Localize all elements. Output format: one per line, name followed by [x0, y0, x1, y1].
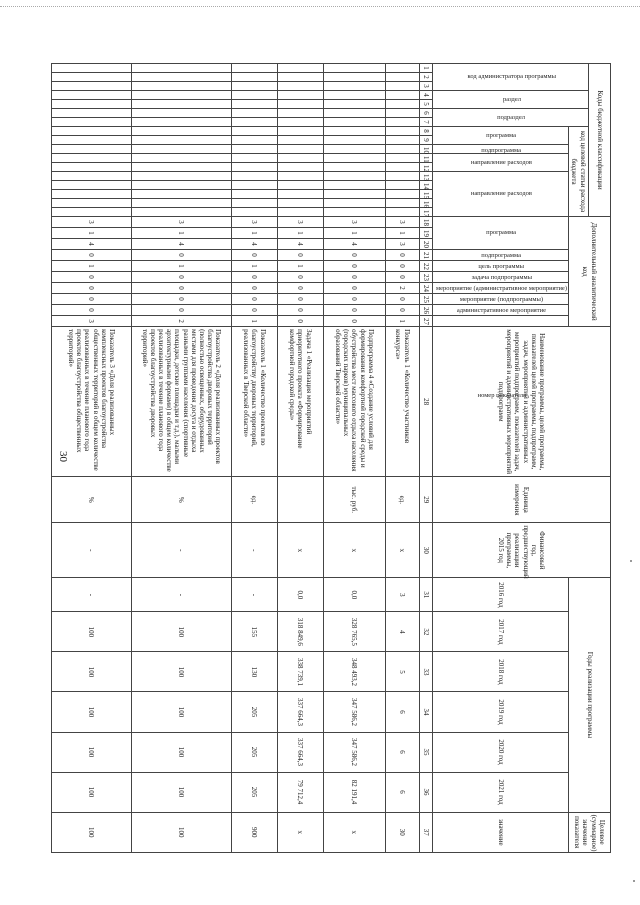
- scan-top-border: [0, 6, 640, 9]
- col-index: 5: [419, 100, 432, 109]
- code-cell: 3: [385, 217, 419, 228]
- table-row: [385, 64, 419, 853]
- col-index: 16: [419, 199, 432, 208]
- value-2017: 100: [51, 612, 131, 652]
- table-row: [231, 64, 277, 853]
- col-index: 17: [419, 208, 432, 217]
- value-2021: 6: [385, 772, 419, 812]
- value-2016: -: [231, 578, 277, 612]
- header-value: значение: [432, 812, 568, 852]
- code-cell: 0: [385, 294, 419, 305]
- col-index: 31: [419, 578, 432, 612]
- header-unit: Единица измерения: [432, 477, 610, 523]
- value-2019: 205: [231, 692, 277, 732]
- col-index: 18: [419, 217, 432, 228]
- header-program-2: программа: [486, 229, 517, 237]
- header-2016: 2016 год: [432, 578, 568, 612]
- header-direction: направление расходов: [470, 158, 533, 166]
- code-cell: 0: [277, 272, 323, 283]
- code-cell: 3: [131, 217, 231, 228]
- scan-speck: [633, 880, 635, 882]
- col-index: 8: [419, 127, 432, 136]
- code-cell: 0: [277, 305, 323, 316]
- value-2018: 100: [131, 652, 231, 692]
- col-index: 25: [419, 294, 432, 305]
- value-2020: 100: [131, 732, 231, 772]
- header-measure-type: мероприятие (административное мероприятие): [436, 285, 567, 293]
- col-index: 9: [419, 136, 432, 145]
- col-index: 32: [419, 612, 432, 652]
- header-years: Годы реализации программы: [569, 578, 611, 812]
- code-cell: 3: [231, 217, 277, 228]
- value-2018: 5: [385, 652, 419, 692]
- value-2017: 4: [385, 612, 419, 652]
- code-cell: 3: [277, 217, 323, 228]
- code-cell: 3: [51, 217, 131, 228]
- col-index: 29: [419, 477, 432, 523]
- code-cell: 0: [385, 250, 419, 261]
- col-index: 3: [419, 82, 432, 91]
- code-cell: 0: [277, 250, 323, 261]
- program-table: [51, 63, 611, 853]
- col-index: 23: [419, 272, 432, 283]
- code-cell: 0: [51, 305, 131, 316]
- header-subsection: подраздел: [497, 113, 526, 121]
- value-2019: 6: [385, 692, 419, 732]
- table-row: [323, 64, 385, 853]
- code-cell: 4: [231, 239, 277, 250]
- code-cell: 0: [385, 272, 419, 283]
- row-unit: тыс. руб.: [323, 477, 385, 523]
- code-cell: 2: [385, 283, 419, 294]
- column-index-row: [419, 64, 432, 853]
- code-cell: 0: [277, 283, 323, 294]
- row-name: Показатель 1 «Количество участников конкурса»: [385, 327, 419, 477]
- row-fin-year: -: [51, 523, 131, 578]
- header-subprogram-2: подпрограмма: [481, 252, 522, 260]
- col-index: 21: [419, 250, 432, 261]
- header-target-article: код целевой статьи расхода бюджета: [569, 127, 589, 217]
- page-number: 30: [57, 451, 69, 462]
- code-cell: 3: [51, 316, 131, 327]
- header-budget-codes: Коды бюджетной классификации: [589, 64, 611, 217]
- code-cell: 0: [385, 305, 419, 316]
- col-index: 15: [419, 190, 432, 199]
- value-2017: 155: [231, 612, 277, 652]
- value-2016: 0,0: [323, 578, 385, 612]
- value-target: x: [277, 812, 323, 852]
- code-cell: 4: [131, 239, 231, 250]
- code-cell: 2: [131, 316, 231, 327]
- code-cell: 0: [131, 294, 231, 305]
- value-target: x: [323, 812, 385, 852]
- code-cell: 0: [277, 294, 323, 305]
- scan-speck: [630, 560, 632, 562]
- col-index: 30: [419, 523, 432, 578]
- header-goal: цель программы: [478, 263, 525, 271]
- col-index: 2: [419, 73, 432, 82]
- value-2016: 0,0: [277, 578, 323, 612]
- code-cell: 0: [323, 272, 385, 283]
- value-2018: 348 493,2: [323, 652, 385, 692]
- header-name: Наименование программы, целей программы, показателей целей программы, подпрограмм, задач, мероприятий и административных мероприятий подпрограмм, показателей задач, мероприятий и административных мероприятий подпрограмм: [432, 327, 610, 477]
- row-name: Задача 1 «Реализация мероприятий приоритетного проекта «Формирование комфортной городской среды»: [277, 327, 323, 477]
- table-row: [51, 64, 131, 853]
- row-fin-year: x: [323, 523, 385, 578]
- code-cell: 0: [131, 250, 231, 261]
- code-cell: 1: [131, 228, 231, 239]
- code-cell: 1: [385, 316, 419, 327]
- row-fin-year: x: [385, 523, 419, 578]
- value-2017: 318 849,6: [277, 612, 323, 652]
- code-cell: 0: [277, 316, 323, 327]
- header-measure-num: мероприятие (подпрограммы): [459, 296, 544, 304]
- code-cell: 1: [385, 228, 419, 239]
- value-2019: 100: [131, 692, 231, 732]
- value-2016: 3: [385, 578, 419, 612]
- value-2020: 205: [231, 732, 277, 772]
- value-target: 100: [131, 812, 231, 852]
- col-index: 24: [419, 283, 432, 294]
- code-cell: 0: [51, 272, 131, 283]
- header-task: задача подпрограммы: [471, 274, 532, 282]
- value-2020: 6: [385, 732, 419, 772]
- value-2018: 338 739,1: [277, 652, 323, 692]
- code-cell: 1: [277, 228, 323, 239]
- code-cell: 1: [231, 316, 277, 327]
- code-cell: 0: [231, 305, 277, 316]
- col-index: 7: [419, 118, 432, 127]
- col-index: 14: [419, 181, 432, 190]
- col-index: 34: [419, 692, 432, 732]
- col-index: 26: [419, 305, 432, 316]
- value-target: 30: [385, 812, 419, 852]
- col-index: 35: [419, 732, 432, 772]
- value-2021: 100: [131, 772, 231, 812]
- code-cell: 0: [51, 283, 131, 294]
- value-2018: 130: [231, 652, 277, 692]
- col-index: 27: [419, 316, 432, 327]
- col-index: 10: [419, 145, 432, 154]
- code-cell: 4: [277, 239, 323, 250]
- header-2019: 2019 год: [432, 692, 568, 732]
- code-cell: 0: [51, 294, 131, 305]
- header-section: раздел: [502, 95, 521, 103]
- col-index: 33: [419, 652, 432, 692]
- col-index: 12: [419, 163, 432, 172]
- col-index: 13: [419, 172, 432, 181]
- code-cell: 0: [231, 250, 277, 261]
- header-target: Целевое (суммарное) значение показателя: [569, 812, 611, 852]
- row-unit: [277, 477, 323, 523]
- value-2017: 328 765,5: [323, 612, 385, 652]
- code-cell: 0: [323, 261, 385, 272]
- code-cell: 1: [231, 261, 277, 272]
- code-cell: 0: [323, 294, 385, 305]
- row-fin-year: x: [277, 523, 323, 578]
- code-cell: 0: [231, 272, 277, 283]
- code-cell: 1: [131, 261, 231, 272]
- value-2021: 205: [231, 772, 277, 812]
- value-2016: -: [131, 578, 231, 612]
- value-target: 100: [51, 812, 131, 852]
- code-cell: 0: [131, 305, 231, 316]
- code-cell: 3: [385, 239, 419, 250]
- value-2017: 100: [131, 612, 231, 652]
- code-cell: 0: [323, 305, 385, 316]
- row-unit: %: [131, 477, 231, 523]
- col-index: 11: [419, 154, 432, 163]
- code-cell: 1: [51, 228, 131, 239]
- value-2021: 100: [51, 772, 131, 812]
- row-name: Показатель 3 «Доля реализованных комплексных проектов благоустройства общественных территорий в общем количестве реализованных в течение планового года проектов благоустройства общественных территорий»: [51, 327, 131, 477]
- code-cell: 0: [323, 283, 385, 294]
- header-admin-measure: административное мероприятие: [456, 307, 547, 315]
- code-cell: 0: [131, 272, 231, 283]
- col-index: 19: [419, 228, 432, 239]
- value-2020: 100: [51, 732, 131, 772]
- header-extra-code: Дополнительный аналитический код: [569, 217, 611, 327]
- header-subprogram: подпрограмма: [481, 147, 522, 154]
- row-fin-year: -: [231, 523, 277, 578]
- value-2018: 100: [51, 652, 131, 692]
- col-index: 28: [419, 327, 432, 477]
- value-2019: 100: [51, 692, 131, 732]
- code-cell: 0: [231, 283, 277, 294]
- table-row: [131, 64, 231, 853]
- value-2020: 347 586,2: [323, 732, 385, 772]
- col-index: 1: [419, 64, 432, 73]
- col-index: 4: [419, 91, 432, 100]
- rotated-table-area: [67, 63, 611, 853]
- col-index: 20: [419, 239, 432, 250]
- code-cell: 0: [385, 261, 419, 272]
- code-cell: 4: [323, 239, 385, 250]
- code-cell: 4: [51, 239, 131, 250]
- table-row: [277, 64, 323, 853]
- value-target: 900: [231, 812, 277, 852]
- header-admin-code: код администратора программы: [467, 73, 556, 81]
- value-2020: 337 664,3: [277, 732, 323, 772]
- value-2021: 82 191,4: [323, 772, 385, 812]
- row-unit: %: [51, 477, 131, 523]
- header-fin-year: Финансовый год, предшествующий реализации программы, 2015 год: [432, 523, 610, 578]
- col-index: 22: [419, 261, 432, 272]
- code-cell: 0: [231, 294, 277, 305]
- value-2021: 79 712,4: [277, 772, 323, 812]
- code-cell: 0: [323, 316, 385, 327]
- code-cell: 1: [51, 261, 131, 272]
- code-cell: 1: [231, 228, 277, 239]
- code-cell: 0: [323, 250, 385, 261]
- value-2019: 347 586,2: [323, 692, 385, 732]
- header-2018: 2018 год: [432, 652, 568, 692]
- code-cell: 0: [51, 250, 131, 261]
- col-index: 36: [419, 772, 432, 812]
- header-2021: 2021 год: [432, 772, 568, 812]
- row-name: Показатель 1 «Количество проектов по благоустройству дворовых территорий, реализованных в Тверской области»: [231, 327, 277, 477]
- header-direction-2: направление расходов: [470, 190, 533, 198]
- col-index: 6: [419, 109, 432, 118]
- header-2020: 2020 год: [432, 732, 568, 772]
- code-cell: 0: [131, 283, 231, 294]
- code-cell: 3: [323, 217, 385, 228]
- row-name: Подпрограмма 4 «Создание условий для формирования комфортной городской среды и обустройства мест массового отдыха населения (городских парков) муниципальных образований Тверской области»: [323, 327, 385, 477]
- row-unit: ед.: [231, 477, 277, 523]
- code-cell: 1: [277, 261, 323, 272]
- row-name: Показатель 2 «Доля реализованных проектов благоустройства дворовых территорий (полностью освещенных, оборудованных местами для проведения досуга и отдыха разными группами населения (спортивные площадки, детские площадки и т.д.), малыми архитектурными формами) в общем количестве реализованных в течение планового года проектов благоустройства дворовых территорий»: [131, 327, 231, 477]
- code-cell: 1: [323, 228, 385, 239]
- row-unit: ед.: [385, 477, 419, 523]
- header-program: программа: [486, 131, 517, 139]
- header-indicator: номер показателя: [477, 392, 526, 400]
- value-2016: -: [51, 578, 131, 612]
- value-2019: 337 664,3: [277, 692, 323, 732]
- landscape-page: [67, 63, 611, 853]
- col-index: 37: [419, 812, 432, 852]
- header-2017: 2017 год: [432, 612, 568, 652]
- row-fin-year: -: [131, 523, 231, 578]
